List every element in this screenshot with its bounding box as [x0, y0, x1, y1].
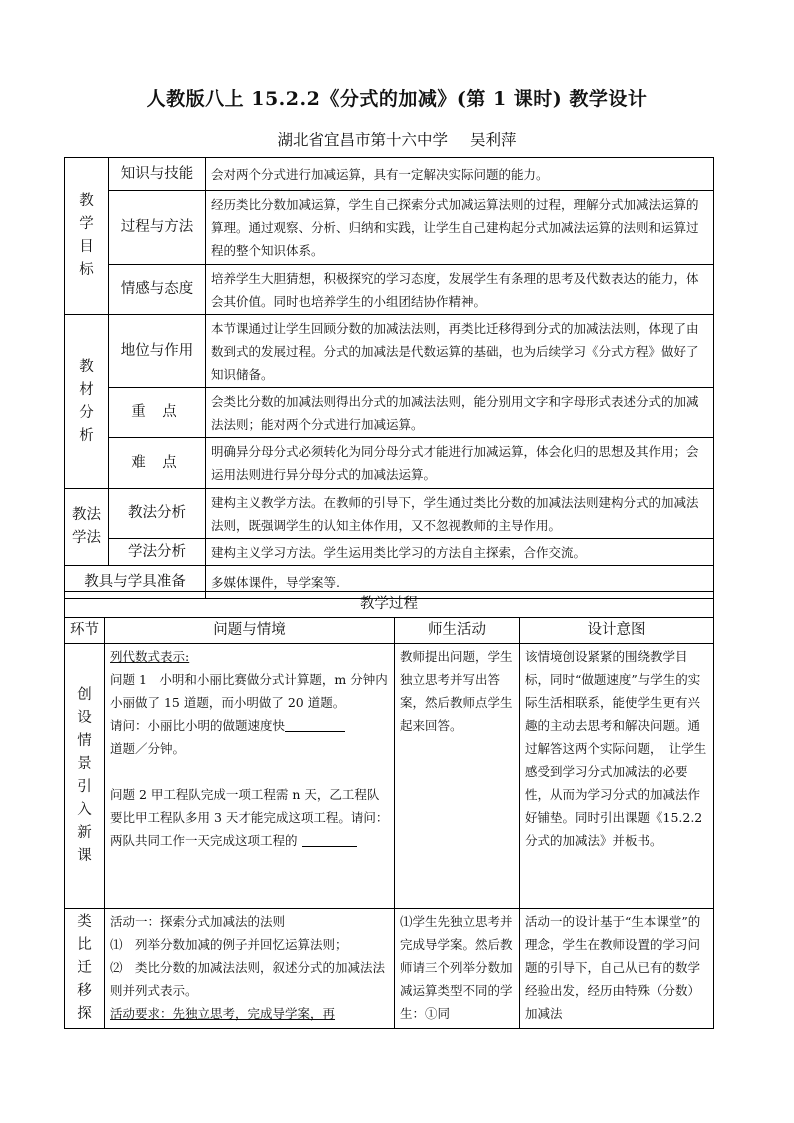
- process-title: 教学过程: [65, 592, 714, 618]
- document-title: 人教版八上 15.2.2《分式的加减》(第 1 课时) 教学设计: [146, 88, 648, 110]
- tools-label: 教具与学具准备: [65, 566, 206, 599]
- activity1-item1: ⑴ 列举分数加减的例子并回忆运算法则；: [110, 937, 348, 952]
- school-name: 湖北省宜昌市第十六中学: [277, 131, 448, 149]
- activity1-requirement: 活动要求：先独立思考，完成导学案，再: [110, 1006, 336, 1021]
- design-table: [64, 157, 714, 599]
- problem1-text: 问题 1 小明和小丽比赛做分式计算题，m 分钟内小丽做了 15 道题，而小明做了 20 道题。: [110, 672, 388, 710]
- objective-label-process: 过程与方法: [109, 191, 206, 265]
- objective-text-knowledge: 会对两个分式进行加减运算，具有一定解决实际问题的能力。: [206, 158, 714, 191]
- document-subtitle: [0, 128, 794, 150]
- header-intent: 设计意图: [520, 618, 714, 644]
- author-name: 吴利萍: [470, 131, 517, 149]
- method-text-learning: 建构主义学习方法。学生运用类比学习的方法自主探索，合作交流。: [206, 539, 714, 566]
- methods-group-label: 教法 学法: [65, 489, 109, 566]
- stage1-problem: [105, 644, 395, 909]
- stage1-label: 创 设 情 景 引 入 新 课: [65, 644, 105, 909]
- process-table: [64, 591, 714, 1029]
- analysis-label-key: 重 点: [109, 388, 206, 438]
- analysis-label-difficulty: 难 点: [109, 438, 206, 489]
- stage2-problem: [105, 909, 395, 1029]
- problem2-text: 问题 2 甲工程队完成一项工程需 n 天，乙工程队要比甲工程队多用 3 天才能完成这项工程。请问：两队共同工作一天完成这项工程的: [110, 787, 389, 848]
- analysis-text-role: 本节课通过让学生回顾分数的加减法法则，再类比迁移得到分式的加减法法则，体现了由数到式的发展过程。分式的加减法是代数运算的基础，也为后续学习《分式方程》做好了知识储备。: [206, 315, 714, 388]
- answer-blank-1[interactable]: [285, 717, 345, 732]
- header-activity: 师生活动: [395, 618, 520, 644]
- objective-text-process: 经历类比分数加减运算，学生自己探索分式加减运算法则的过程，理解分式加减法运算的算理。通过观察、分析、归纳和实践，让学生自己建构起分式加减法运算的法则和运算过程的整个知识体系。: [206, 191, 714, 265]
- header-problem: 问题与情境: [105, 618, 395, 644]
- answer-blank-2[interactable]: [302, 832, 357, 847]
- method-label-teaching: 教法分析: [109, 489, 206, 539]
- stage1-heading: 列代数式表示:: [110, 649, 190, 664]
- problem1-question: 请问：小丽比小明的做题速度快: [110, 714, 389, 737]
- objective-label-emotion: 情感与态度: [109, 265, 206, 315]
- stage1-activity: 教师提出问题，学生独立思考并写出答案，然后教师点学生起来回答。: [395, 644, 520, 909]
- method-label-learning: 学法分析: [109, 539, 206, 566]
- stage2-intent: 活动一的设计基于“生本课堂”的理念，学生在教师设置的学习问题的引导下，自己从已有的数学经验出发，经历由特殊（分数）加减法: [520, 909, 714, 1029]
- analysis-text-difficulty: 明确异分母分式必须转化为同分母分式才能进行加减运算，体会化归的思想及其作用；会运用法则进行异分母分式的加减法运算。: [206, 438, 714, 489]
- analysis-text-key: 会类比分数的加减法则得出分式的加减法法则，能分别用文字和字母形式表述分式的加减法法则；能对两个分式进行加减运算。: [206, 388, 714, 438]
- activity1-title: 活动一：探索分式加减法的法则: [110, 914, 286, 929]
- stage1-intent: 该情境创设紧紧的围绕教学目标，同时“做题速度”与学生的实际生活相联系，能使学生更有兴趣的主动去思考和解决问题。通过解答这两个实际问题， 让学生感受到学习分式加减法的必要性，从而为学习分式的加减法作好铺垫。同时引出课题《15.2.2分式的加减法》并板书。: [520, 644, 714, 909]
- tools-text: 多媒体课件，导学案等.: [206, 566, 714, 599]
- analysis-label-role: 地位与作用: [109, 315, 206, 388]
- objective-text-emotion: 培养学生大胆猜想，积极探究的学习态度，发展学生有条理的思考及代数表达的能力，体会其价值。同时也培养学生的小组团结协作精神。: [206, 265, 714, 315]
- problem1-unit: 道题／分钟。: [110, 741, 186, 756]
- header-stage: 环节: [65, 618, 105, 644]
- objective-label-knowledge: 知识与技能: [109, 158, 206, 191]
- activity1-item2: ⑵ 类比分数的加减法法则，叙述分式的加减法法则并列式表示。: [110, 960, 386, 998]
- stage2-label: 类 比 迁 移 探: [65, 909, 105, 1029]
- analysis-group-label: 教 材 分 析: [65, 315, 109, 489]
- method-text-teaching: 建构主义教学方法。在教师的引导下，学生通过类比分数的加减法法则建构分式的加减法法则，既强调学生的认知主体作用，又不忽视教师的主导作用。: [206, 489, 714, 539]
- stage2-activity: ⑴学生先独立思考并完成导学案。然后教师请三个列举分数加减运算类型不同的学生：①同: [395, 909, 520, 1029]
- objectives-group-label: 教 学 目 标: [65, 158, 109, 315]
